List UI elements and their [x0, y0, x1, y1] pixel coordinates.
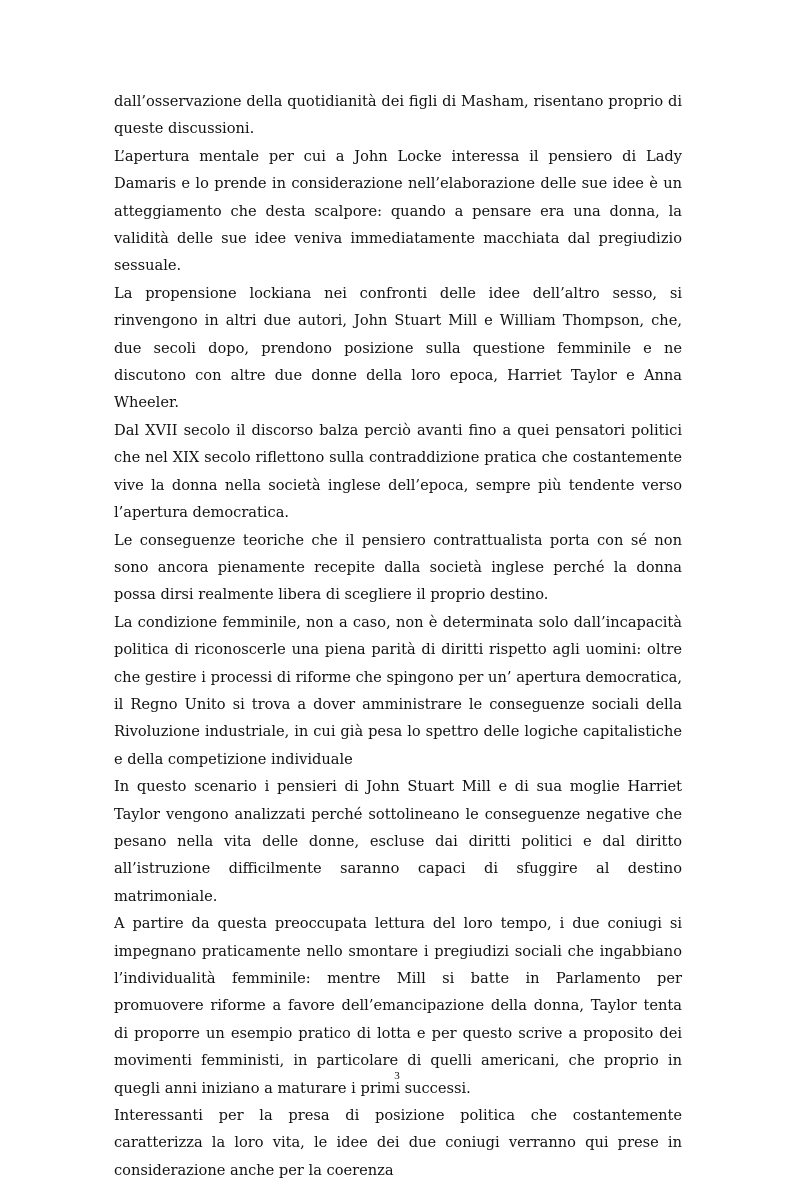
paragraph: La condizione femminile, non a caso, non è determinata solo dall’incapacità politica di riconoscerle una piena parità di diritti rispetto agli uomini: oltre che gestire i processi di riforme che spingono per un’ apertura democratica, il Regno Unito si trova a dover amministrare le conseguenze sociali della Rivoluzione industriale, in cui già pesa lo spettro delle logiche capitalistiche e della competizione individuale — [114, 613, 682, 768]
paragraph: La propensione lockiana nei confronti delle idee dell’altro sesso, si rinvengono in altri due autori, John Stuart Mill e William Thompson, che, due secoli dopo, prendono posizione sulla questione femminile e ne discutono con altre due donne della loro epoca, Harriet Taylor e Anna Wheeler. — [114, 284, 682, 412]
body-text — [114, 88, 682, 1184]
paragraph: A partire da questa preoccupata lettura del loro tempo, i due coniugi si impegnano praticamente nello smontare i pregiudizi sociali che ingabbiano l’individualità femminile: mentre Mill si batte in Parlamento per promuovere riforme a favore dell’emancipazione della donna, Taylor tenta di proporre un esempio pratico di lotta e per questo scrive a proposito dei movimenti femministi, in particolare di quelli americani, che proprio in quegli anni iniziano a maturare i primi successi. — [114, 915, 682, 1097]
paragraph: L’apertura mentale per cui a John Locke interessa il pensiero di Lady Damaris e lo prende in considerazione nell’elaborazione delle sue idee è un atteggiamento che desta scalpore: quando a pensare era una donna, la validità delle sue idee veniva immediatamente macchiata dal pregiudizio sessuale. — [114, 147, 682, 275]
paragraph: Le conseguenze teoriche che il pensiero contrattualista porta con sé non sono ancora pienamente recepite dalla società inglese perché la donna possa dirsi realmente libera di scegliere il proprio destino. — [114, 531, 682, 604]
paragraph: In questo scenario i pensieri di John Stuart Mill e di sua moglie Harriet Taylor vengono analizzati perché sottolineano le conseguenze negative che pesano nella vita delle donne, escluse dai diritti politici e dal diritto all’istruzione difficilmente saranno capaci di sfuggire al destino matrimoniale. — [114, 778, 682, 905]
paragraph: dall’osservazione della quotidianità dei figli di Masham, risentano proprio di queste discussioni. — [114, 93, 682, 138]
paragraph: Interessanti per la presa di posizione politica che costantemente caratterizza la loro vita, le idee dei due coniugi verranno qui prese in considerazione anche per la coerenza — [114, 1107, 682, 1179]
page-number: 3 — [394, 1070, 400, 1082]
paragraph: Dal XVII secolo il discorso balza perciò avanti fino a quei pensatori politici che nel XIX secolo riflettono sulla contraddizione pratica che costantemente vive la donna nella società inglese dell’epoca, sempre più tendente verso l’apertura democratica. — [114, 421, 682, 522]
